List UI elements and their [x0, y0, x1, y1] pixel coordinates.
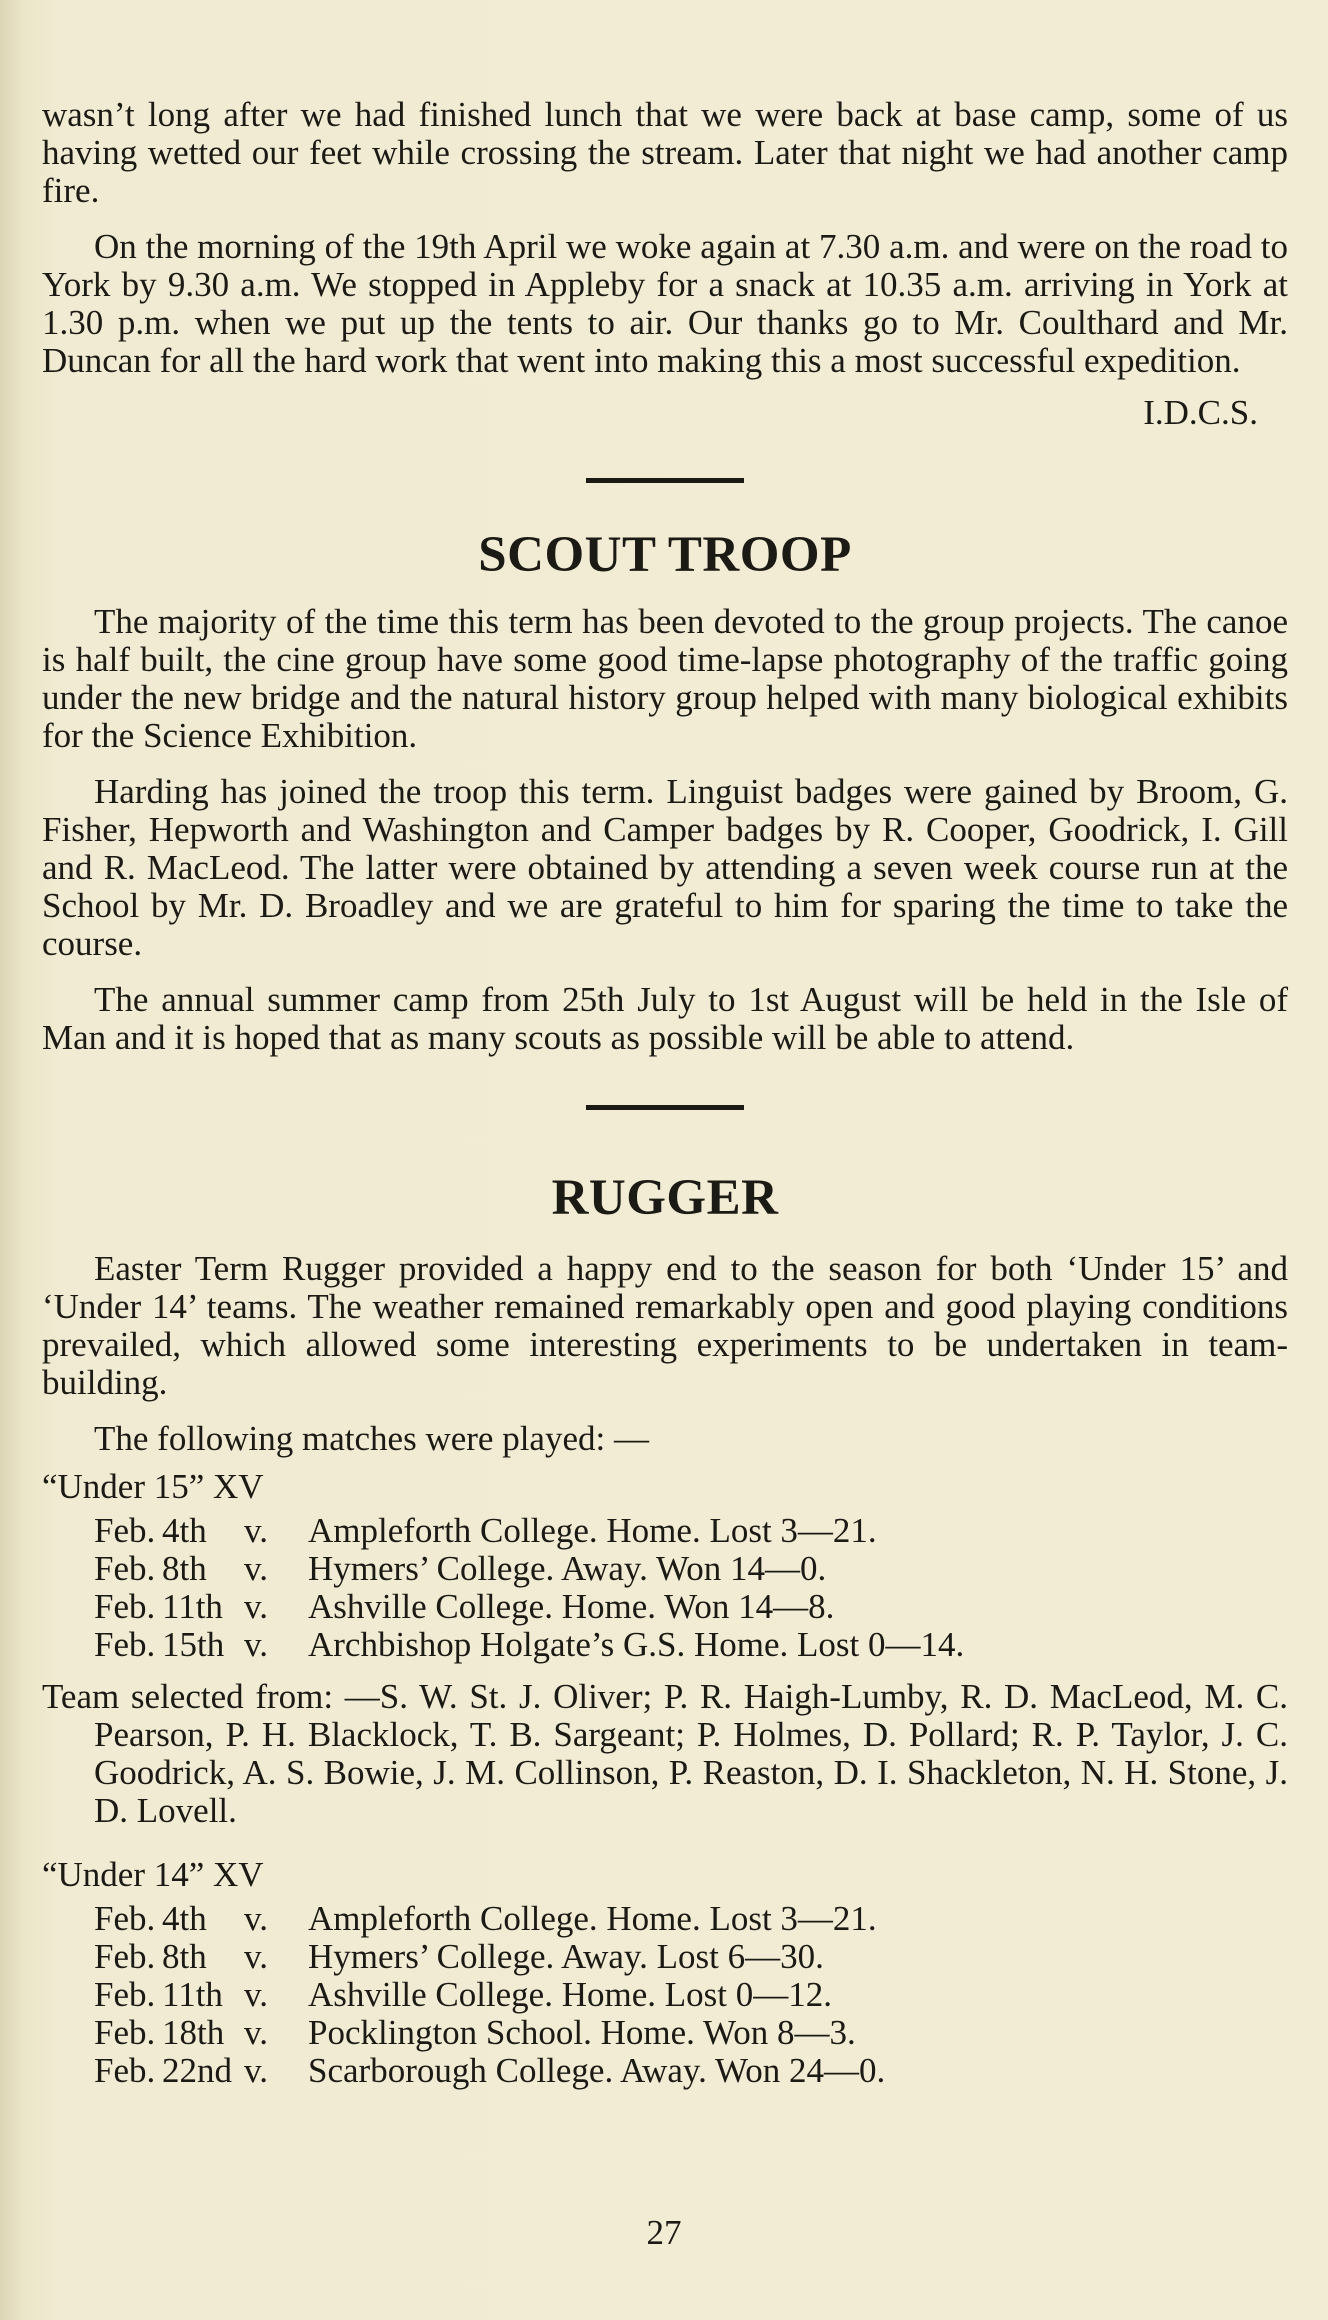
fixture-detail: Hymers’ College. Away. Lost 6—30.: [308, 1937, 824, 1976]
fixture-row: [94, 1550, 964, 1588]
fixture-detail: Scarborough College. Away. Won 24—0.: [308, 2051, 886, 2090]
under-14-fixtures: [94, 1900, 885, 2090]
scout-paragraph-3: The annual summer camp from 25th July to 1st August will be held in the Isle of Man and it is hoped that as many scouts as possible will be able to attend.: [42, 980, 1288, 1057]
fixture-month: Feb.: [94, 1625, 156, 1664]
scout-troop-heading: SCOUT TROOP: [478, 527, 852, 583]
fixture-detail: Ashville College. Home. Won 14—8.: [308, 1587, 835, 1626]
section-divider: [586, 1105, 744, 1110]
fixture-versus: v.: [244, 1975, 268, 2014]
under-15-fixtures: [94, 1512, 964, 1664]
fixture-day: 8th: [162, 1549, 207, 1588]
fixture-month: Feb.: [94, 1937, 156, 1976]
rugger-heading: RUGGER: [551, 1170, 779, 1226]
fixture-day: 11th: [162, 1587, 223, 1626]
fixture-month: Feb.: [94, 1899, 156, 1938]
fixture-detail: Ampleforth College. Home. Lost 3—21.: [308, 1899, 877, 1938]
fixture-month: Feb.: [94, 1511, 156, 1550]
under-14-heading: “Under 14” XV: [42, 1855, 264, 1894]
fixture-detail: Hymers’ College. Away. Won 14—0.: [308, 1549, 827, 1588]
fixture-day: 15th: [162, 1625, 225, 1664]
intro-paragraph-1: wasn’t long after we had finished lunch that we were back at base camp, some of us having wetted our feet while crossing the stream. Later that night we had another camp fire.: [42, 95, 1288, 210]
fixture-versus: v.: [244, 1899, 268, 1938]
fixture-month: Feb.: [94, 2051, 156, 2090]
fixture-month: Feb.: [94, 2013, 156, 2052]
fixture-row: [94, 2052, 885, 2090]
fixture-row: [94, 1626, 964, 1664]
section-divider: [586, 478, 744, 483]
fixture-versus: v.: [244, 1549, 268, 1588]
fixture-row: [94, 2014, 885, 2052]
under-15-heading: “Under 15” XV: [42, 1467, 264, 1506]
fixture-versus: v.: [244, 2051, 268, 2090]
fixture-row: [94, 1938, 885, 1976]
intro-paragraph-2: On the morning of the 19th April we woke again at 7.30 a.m. and were on the road to York by 9.30 a.m. We stopped in Appleby for a snack at 10.35 a.m. arriving in York at 1.30 p.m. when we put up the tents to air. Our thanks go to Mr. Coulthard and Mr. Duncan for all the hard work that went into making this a most successful expedition.: [42, 227, 1288, 380]
fixture-detail: Ampleforth College. Home. Lost 3—21.: [308, 1511, 877, 1550]
fixture-row: [94, 1512, 964, 1550]
fixture-versus: v.: [244, 1511, 268, 1550]
fixture-day: 4th: [162, 1511, 207, 1550]
page-number: 27: [646, 2213, 682, 2252]
fixture-row: [94, 1976, 885, 2014]
fixture-versus: v.: [244, 1625, 268, 1664]
scout-paragraph-1: The majority of the time this term has been devoted to the group projects. The canoe is half built, the cine group have some good time-lapse photography of the traffic going under the new bridge and the natural history group helped with many biological exhibits for the Science Exhibition.: [42, 602, 1288, 755]
intro-signature: I.D.C.S.: [1143, 393, 1258, 432]
fixture-versus: v.: [244, 1587, 268, 1626]
fixture-month: Feb.: [94, 1587, 156, 1626]
fixture-row: [94, 1900, 885, 1938]
fixture-day: 4th: [162, 1899, 207, 1938]
fixture-versus: v.: [244, 2013, 268, 2052]
under-15-squad: Team selected from: —S. W. St. J. Oliver; P. R. Haigh-Lumby, R. D. MacLeod, M. C. Pearson, P. H. Blacklock, T. B. Sargeant; P. Holmes, D. Pollard; R. P. Taylor, J. C. Goodrick, A. S. Bowie, J. M. Collinson, P. Reaston, D. I. Shackleton, N. H. Stone, J. D. Lovell.: [42, 1677, 1288, 1830]
fixture-day: 11th: [162, 1975, 223, 2014]
fixture-row: [94, 1588, 964, 1626]
fixture-versus: v.: [244, 1937, 268, 1976]
rugger-paragraph-1: Easter Term Rugger provided a happy end to the season for both ‘Under 15’ and ‘Under 14’ teams. The weather remained remarkably open and good playing conditions prevailed, which allowed some interesting experiments to be undertaken in team-building.: [42, 1249, 1288, 1402]
fixture-detail: Ashville College. Home. Lost 0—12.: [308, 1975, 832, 2014]
fixture-day: 18th: [162, 2013, 225, 2052]
fixture-month: Feb.: [94, 1975, 156, 2014]
fixture-day: 22nd: [162, 2051, 232, 2090]
fixture-day: 8th: [162, 1937, 207, 1976]
rugger-matches-intro: The following matches were played: —: [94, 1419, 649, 1458]
fixture-detail: Pocklington School. Home. Won 8—3.: [308, 2013, 856, 2052]
scout-paragraph-2: Harding has joined the troop this term. Linguist badges were gained by Broom, G. Fisher, Hepworth and Washington and Camper badges by R. Cooper, Goodrick, I. Gill and R. MacLeod. The latter were obtained by attending a seven week course run at the School by Mr. D. Broadley and we are grateful to him for sparing the time to take the course.: [42, 772, 1288, 963]
fixture-month: Feb.: [94, 1549, 156, 1588]
fixture-detail: Archbishop Holgate’s G.S. Home. Lost 0—14.: [308, 1625, 965, 1664]
